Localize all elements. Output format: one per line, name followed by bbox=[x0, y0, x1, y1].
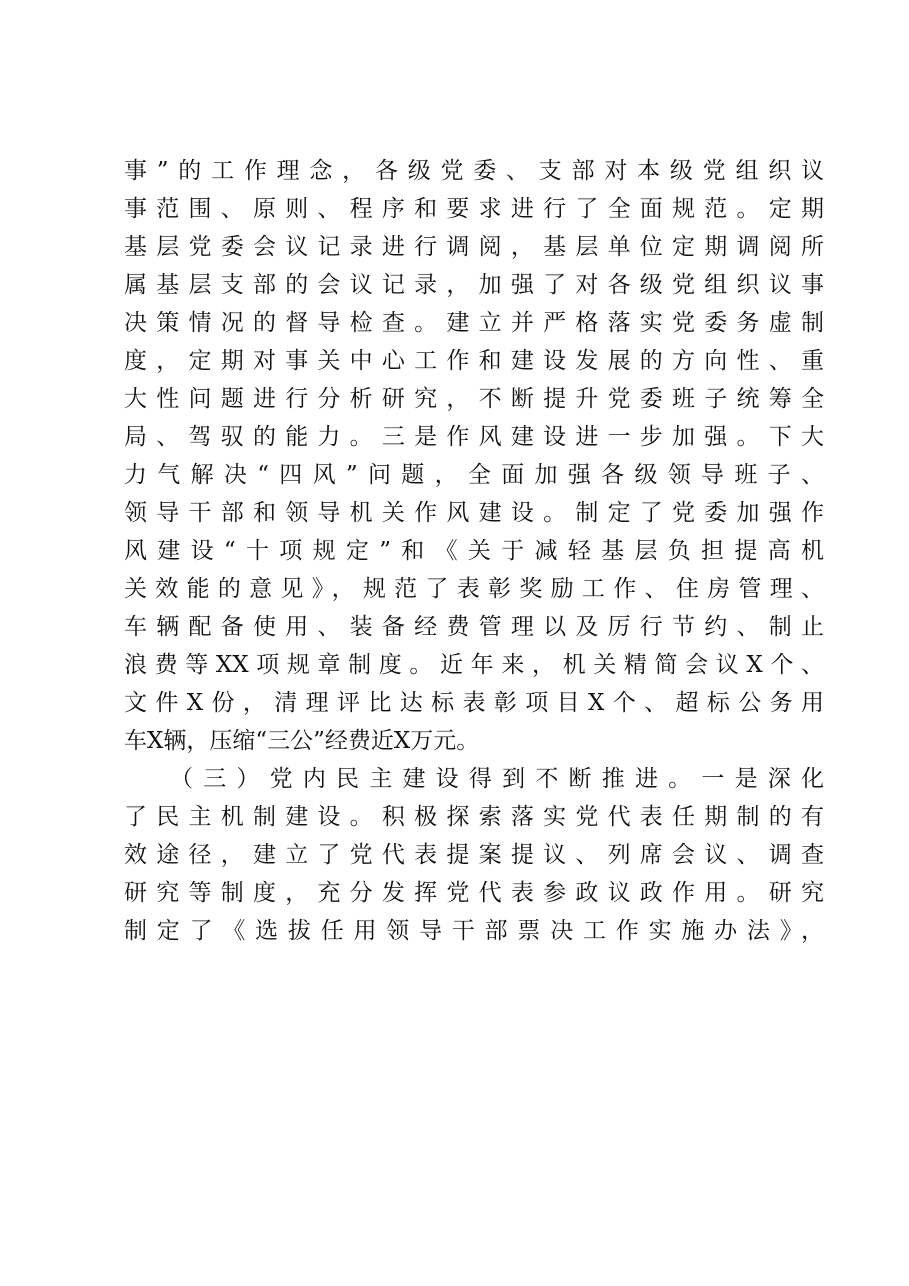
paragraph-line: 效途径，建立了党代表提案提议、列席会议、调查 bbox=[124, 842, 824, 868]
paragraph-line: 关效能的意见》，规范了表彰奖励工作、住房管理、 bbox=[124, 576, 824, 602]
paragraph-line: 浪费等XX项规章制度。近年来，机关精简会议X个、 bbox=[124, 652, 824, 678]
paragraph-line: 局、驾驭的能力。三是作风建设进一步加强。下大 bbox=[124, 424, 824, 450]
paragraph-line: 属基层支部的会议记录，加强了对各级党组织议事 bbox=[124, 272, 824, 298]
body-text bbox=[124, 152, 824, 950]
paragraph-line: 车X辆，压缩“三公”经费近X万元。 bbox=[124, 728, 480, 754]
paragraph-line: 决策情况的督导检查。建立并严格落实党委务虚制 bbox=[124, 310, 824, 336]
paragraph-line: 研究等制度，充分发挥党代表参政议政作用。研究 bbox=[124, 880, 824, 906]
paragraph-line: 力气解决“四风”问题，全面加强各级领导班子、 bbox=[124, 462, 824, 488]
section-heading-line: （三）党内民主建设得到不断推进。一是深化 bbox=[170, 766, 824, 792]
paragraph-line: 度，定期对事关中心工作和建设发展的方向性、重 bbox=[124, 348, 824, 374]
paragraph-line: 风建设“十项规定”和《关于减轻基层负担提高机 bbox=[124, 538, 824, 564]
paragraph-line: 基层党委会议记录进行调阅，基层单位定期调阅所 bbox=[124, 234, 824, 260]
paragraph-line: 文件X份，清理评比达标表彰项目X个、超标公务用 bbox=[124, 690, 824, 716]
paragraph-line: 大性问题进行分析研究，不断提升党委班子统筹全 bbox=[124, 386, 824, 412]
paragraph-line: 事”的工作理念，各级党委、支部对本级党组织议 bbox=[124, 158, 824, 184]
paragraph-line: 制定了《选拔任用领导干部票决工作实施办法》， bbox=[124, 918, 824, 944]
paragraph-line: 了民主机制建设。积极探索落实党代表任期制的有 bbox=[124, 804, 824, 830]
paragraph-line: 领导干部和领导机关作风建设。制定了党委加强作 bbox=[124, 500, 824, 526]
paragraph-line: 车辆配备使用、装备经费管理以及厉行节约、制止 bbox=[124, 614, 824, 640]
paragraph-line: 事范围、原则、程序和要求进行了全面规范。定期 bbox=[124, 196, 824, 222]
